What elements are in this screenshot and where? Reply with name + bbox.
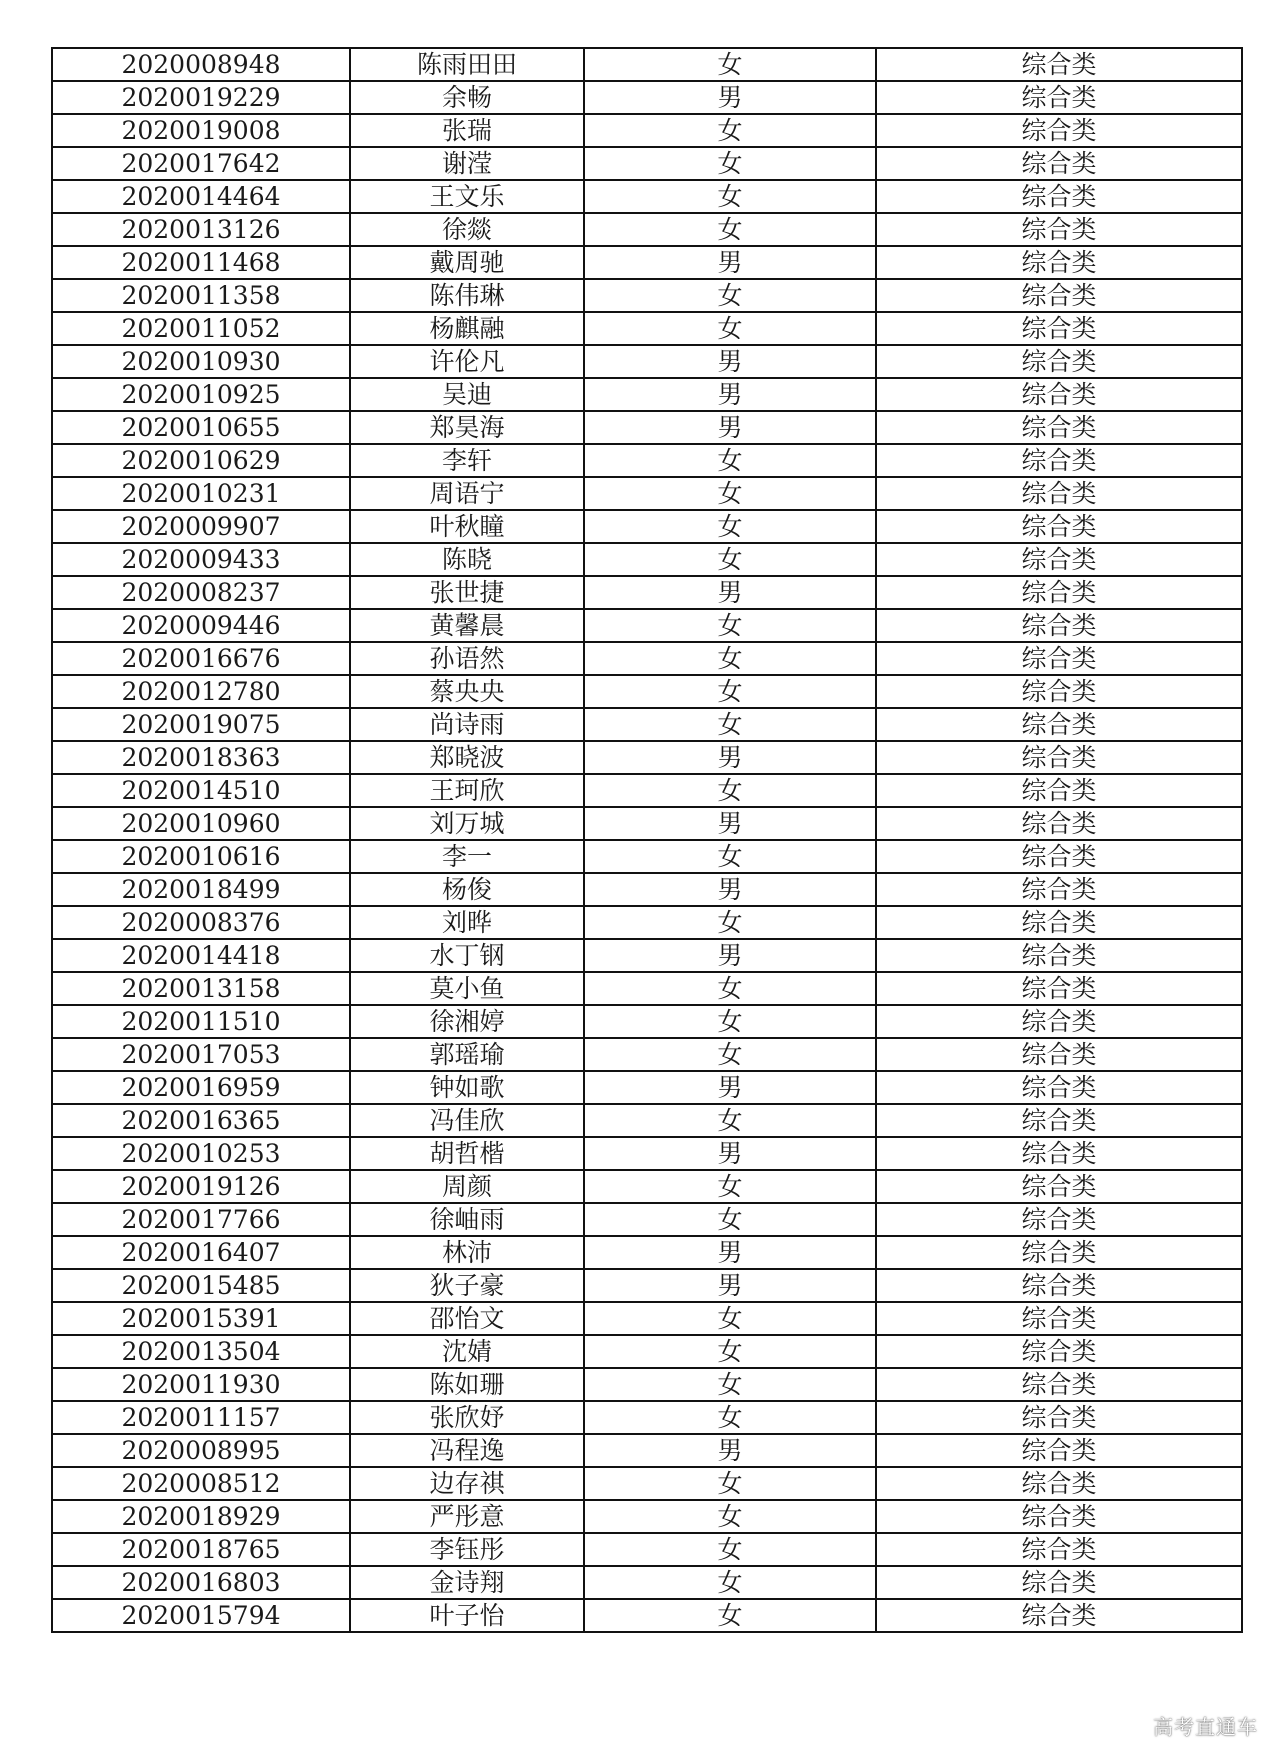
student-name-cell: 严彤意: [350, 1500, 584, 1533]
student-id-cell: 2020012780: [52, 675, 350, 708]
student-name-cell: 金诗翔: [350, 1566, 584, 1599]
gender-cell: 女: [584, 1368, 876, 1401]
category-cell: 综合类: [876, 642, 1242, 675]
student-id-cell: 2020019008: [52, 114, 350, 147]
student-name-cell: 谢滢: [350, 147, 584, 180]
table-row: [52, 1467, 1242, 1500]
student-id-cell: 2020013504: [52, 1335, 350, 1368]
student-name-cell: 蔡央央: [350, 675, 584, 708]
student-id-cell: 2020009433: [52, 543, 350, 576]
table-row: [52, 708, 1242, 741]
category-cell: 综合类: [876, 1599, 1242, 1632]
table-row: [52, 1269, 1242, 1302]
student-name-cell: 戴周驰: [350, 246, 584, 279]
table-row: [52, 1071, 1242, 1104]
student-list-table: [51, 47, 1243, 1633]
student-list-body: [52, 48, 1242, 1632]
gender-cell: 女: [584, 1005, 876, 1038]
student-id-cell: 2020015794: [52, 1599, 350, 1632]
student-name-cell: 尚诗雨: [350, 708, 584, 741]
category-cell: 综合类: [876, 1269, 1242, 1302]
student-name-cell: 边存祺: [350, 1467, 584, 1500]
gender-cell: 女: [584, 675, 876, 708]
category-cell: 综合类: [876, 345, 1242, 378]
student-id-cell: 2020011052: [52, 312, 350, 345]
student-id-cell: 2020016959: [52, 1071, 350, 1104]
gender-cell: 女: [584, 1500, 876, 1533]
student-id-cell: 2020010655: [52, 411, 350, 444]
table-row: [52, 972, 1242, 1005]
student-id-cell: 2020015485: [52, 1269, 350, 1302]
table-row: [52, 246, 1242, 279]
student-id-cell: 2020010616: [52, 840, 350, 873]
category-cell: 综合类: [876, 1038, 1242, 1071]
student-id-cell: 2020014464: [52, 180, 350, 213]
table-row: [52, 1236, 1242, 1269]
category-cell: 综合类: [876, 576, 1242, 609]
category-cell: 综合类: [876, 972, 1242, 1005]
gender-cell: 男: [584, 576, 876, 609]
student-id-cell: 2020018929: [52, 1500, 350, 1533]
gender-cell: 女: [584, 147, 876, 180]
gender-cell: 女: [584, 1401, 876, 1434]
category-cell: 综合类: [876, 1071, 1242, 1104]
student-id-cell: 2020014510: [52, 774, 350, 807]
student-name-cell: 郭瑶瑜: [350, 1038, 584, 1071]
gender-cell: 女: [584, 774, 876, 807]
student-name-cell: 郑昊海: [350, 411, 584, 444]
student-name-cell: 邵怡文: [350, 1302, 584, 1335]
gender-cell: 男: [584, 411, 876, 444]
category-cell: 综合类: [876, 708, 1242, 741]
category-cell: 综合类: [876, 807, 1242, 840]
student-id-cell: 2020010930: [52, 345, 350, 378]
student-name-cell: 冯程逸: [350, 1434, 584, 1467]
table-row: [52, 477, 1242, 510]
gender-cell: 男: [584, 939, 876, 972]
gender-cell: 女: [584, 1533, 876, 1566]
category-cell: 综合类: [876, 1335, 1242, 1368]
gender-cell: 女: [584, 1104, 876, 1137]
category-cell: 综合类: [876, 312, 1242, 345]
table-row: [52, 1533, 1242, 1566]
table-row: [52, 1038, 1242, 1071]
table-row: [52, 807, 1242, 840]
table-row: [52, 774, 1242, 807]
table-row: [52, 411, 1242, 444]
gender-cell: 男: [584, 741, 876, 774]
category-cell: 综合类: [876, 906, 1242, 939]
student-name-cell: 徐湘婷: [350, 1005, 584, 1038]
table-row: [52, 1335, 1242, 1368]
student-name-cell: 刘万城: [350, 807, 584, 840]
gender-cell: 女: [584, 114, 876, 147]
student-name-cell: 张欣妤: [350, 1401, 584, 1434]
gender-cell: 男: [584, 807, 876, 840]
student-name-cell: 周颜: [350, 1170, 584, 1203]
category-cell: 综合类: [876, 1104, 1242, 1137]
gender-cell: 女: [584, 180, 876, 213]
student-id-cell: 2020019075: [52, 708, 350, 741]
category-cell: 综合类: [876, 48, 1242, 81]
gender-cell: 女: [584, 1467, 876, 1500]
category-cell: 综合类: [876, 1005, 1242, 1038]
table-row: [52, 1368, 1242, 1401]
gender-cell: 女: [584, 1203, 876, 1236]
student-id-cell: 2020010253: [52, 1137, 350, 1170]
gender-cell: 女: [584, 213, 876, 246]
category-cell: 综合类: [876, 279, 1242, 312]
student-name-cell: 张世捷: [350, 576, 584, 609]
category-cell: 综合类: [876, 873, 1242, 906]
student-name-cell: 杨俊: [350, 873, 584, 906]
category-cell: 综合类: [876, 1203, 1242, 1236]
category-cell: 综合类: [876, 609, 1242, 642]
gender-cell: 女: [584, 543, 876, 576]
table-row: [52, 576, 1242, 609]
table-row: [52, 180, 1242, 213]
student-id-cell: 2020008237: [52, 576, 350, 609]
category-cell: 综合类: [876, 1566, 1242, 1599]
gender-cell: 女: [584, 1335, 876, 1368]
student-id-cell: 2020013158: [52, 972, 350, 1005]
category-cell: 综合类: [876, 1467, 1242, 1500]
table-row: [52, 81, 1242, 114]
student-name-cell: 胡哲楷: [350, 1137, 584, 1170]
student-name-cell: 李钰彤: [350, 1533, 584, 1566]
watermark: 高考直通车: [1153, 1715, 1258, 1739]
gender-cell: 男: [584, 1434, 876, 1467]
student-id-cell: 2020018363: [52, 741, 350, 774]
table-row: [52, 345, 1242, 378]
student-name-cell: 叶秋瞳: [350, 510, 584, 543]
table-row: [52, 1500, 1242, 1533]
category-cell: 综合类: [876, 1302, 1242, 1335]
gender-cell: 女: [584, 1302, 876, 1335]
student-name-cell: 钟如歌: [350, 1071, 584, 1104]
gender-cell: 女: [584, 312, 876, 345]
table-row: [52, 1104, 1242, 1137]
category-cell: 综合类: [876, 939, 1242, 972]
student-name-cell: 徐岫雨: [350, 1203, 584, 1236]
gender-cell: 男: [584, 378, 876, 411]
category-cell: 综合类: [876, 1533, 1242, 1566]
student-id-cell: 2020018499: [52, 873, 350, 906]
table-row: [52, 147, 1242, 180]
student-id-cell: 2020010960: [52, 807, 350, 840]
student-name-cell: 莫小鱼: [350, 972, 584, 1005]
student-id-cell: 2020014418: [52, 939, 350, 972]
table-row: [52, 1005, 1242, 1038]
student-name-cell: 郑晓波: [350, 741, 584, 774]
student-name-cell: 王珂欣: [350, 774, 584, 807]
student-id-cell: 2020010629: [52, 444, 350, 477]
student-id-cell: 2020011358: [52, 279, 350, 312]
student-name-cell: 王文乐: [350, 180, 584, 213]
category-cell: 综合类: [876, 1434, 1242, 1467]
student-id-cell: 2020011157: [52, 1401, 350, 1434]
table-row: [52, 444, 1242, 477]
student-id-cell: 2020019229: [52, 81, 350, 114]
category-cell: 综合类: [876, 1137, 1242, 1170]
gender-cell: 女: [584, 444, 876, 477]
gender-cell: 男: [584, 1137, 876, 1170]
gender-cell: 女: [584, 510, 876, 543]
student-name-cell: 张瑞: [350, 114, 584, 147]
gender-cell: 女: [584, 906, 876, 939]
student-id-cell: 2020009446: [52, 609, 350, 642]
table-row: [52, 1401, 1242, 1434]
category-cell: 综合类: [876, 774, 1242, 807]
table-row: [52, 378, 1242, 411]
gender-cell: 男: [584, 1071, 876, 1104]
category-cell: 综合类: [876, 1236, 1242, 1269]
student-id-cell: 2020009907: [52, 510, 350, 543]
student-name-cell: 吴迪: [350, 378, 584, 411]
student-id-cell: 2020019126: [52, 1170, 350, 1203]
student-id-cell: 2020016365: [52, 1104, 350, 1137]
table-row: [52, 543, 1242, 576]
student-name-cell: 余畅: [350, 81, 584, 114]
student-id-cell: 2020008376: [52, 906, 350, 939]
category-cell: 综合类: [876, 444, 1242, 477]
student-id-cell: 2020018765: [52, 1533, 350, 1566]
gender-cell: 女: [584, 1038, 876, 1071]
student-id-cell: 2020008512: [52, 1467, 350, 1500]
student-id-cell: 2020017053: [52, 1038, 350, 1071]
student-name-cell: 林沛: [350, 1236, 584, 1269]
gender-cell: 女: [584, 477, 876, 510]
category-cell: 综合类: [876, 147, 1242, 180]
student-name-cell: 陈雨田田: [350, 48, 584, 81]
student-id-cell: 2020017642: [52, 147, 350, 180]
student-id-cell: 2020010231: [52, 477, 350, 510]
category-cell: 综合类: [876, 840, 1242, 873]
student-id-cell: 2020016407: [52, 1236, 350, 1269]
category-cell: 综合类: [876, 213, 1242, 246]
table-row: [52, 312, 1242, 345]
student-id-cell: 2020010925: [52, 378, 350, 411]
student-name-cell: 水丁钢: [350, 939, 584, 972]
student-name-cell: 杨麒融: [350, 312, 584, 345]
student-name-cell: 陈伟琳: [350, 279, 584, 312]
gender-cell: 女: [584, 972, 876, 1005]
table-row: [52, 1302, 1242, 1335]
student-name-cell: 冯佳欣: [350, 1104, 584, 1137]
table-row: [52, 1170, 1242, 1203]
category-cell: 综合类: [876, 1401, 1242, 1434]
table-row: [52, 675, 1242, 708]
student-name-cell: 叶子怡: [350, 1599, 584, 1632]
category-cell: 综合类: [876, 411, 1242, 444]
gender-cell: 男: [584, 1269, 876, 1302]
category-cell: 综合类: [876, 378, 1242, 411]
student-id-cell: 2020016676: [52, 642, 350, 675]
student-id-cell: 2020008995: [52, 1434, 350, 1467]
student-name-cell: 李轩: [350, 444, 584, 477]
category-cell: 综合类: [876, 1500, 1242, 1533]
student-id-cell: 2020013126: [52, 213, 350, 246]
gender-cell: 男: [584, 1236, 876, 1269]
student-id-cell: 2020011510: [52, 1005, 350, 1038]
student-id-cell: 2020011930: [52, 1368, 350, 1401]
student-id-cell: 2020015391: [52, 1302, 350, 1335]
category-cell: 综合类: [876, 81, 1242, 114]
gender-cell: 女: [584, 1566, 876, 1599]
category-cell: 综合类: [876, 510, 1242, 543]
table-row: [52, 840, 1242, 873]
table-row: [52, 114, 1242, 147]
gender-cell: 男: [584, 345, 876, 378]
table-row: [52, 510, 1242, 543]
category-cell: 综合类: [876, 180, 1242, 213]
student-id-cell: 2020016803: [52, 1566, 350, 1599]
category-cell: 综合类: [876, 1368, 1242, 1401]
student-name-cell: 狄子豪: [350, 1269, 584, 1302]
table-row: [52, 609, 1242, 642]
gender-cell: 女: [584, 279, 876, 312]
gender-cell: 男: [584, 246, 876, 279]
category-cell: 综合类: [876, 114, 1242, 147]
table-row: [52, 642, 1242, 675]
gender-cell: 女: [584, 48, 876, 81]
student-name-cell: 黄馨晨: [350, 609, 584, 642]
student-name-cell: 徐燚: [350, 213, 584, 246]
category-cell: 综合类: [876, 246, 1242, 279]
gender-cell: 男: [584, 81, 876, 114]
category-cell: 综合类: [876, 1170, 1242, 1203]
student-name-cell: 许伦凡: [350, 345, 584, 378]
student-name-cell: 孙语然: [350, 642, 584, 675]
category-cell: 综合类: [876, 477, 1242, 510]
table-row: [52, 279, 1242, 312]
student-name-cell: 周语宁: [350, 477, 584, 510]
table-row: [52, 48, 1242, 81]
student-id-cell: 2020008948: [52, 48, 350, 81]
student-id-cell: 2020011468: [52, 246, 350, 279]
gender-cell: 女: [584, 1599, 876, 1632]
gender-cell: 男: [584, 873, 876, 906]
category-cell: 综合类: [876, 543, 1242, 576]
table-row: [52, 939, 1242, 972]
student-name-cell: 李一: [350, 840, 584, 873]
table-row: [52, 1566, 1242, 1599]
table-row: [52, 1434, 1242, 1467]
category-cell: 综合类: [876, 675, 1242, 708]
gender-cell: 女: [584, 1170, 876, 1203]
gender-cell: 女: [584, 642, 876, 675]
student-name-cell: 沈婧: [350, 1335, 584, 1368]
student-name-cell: 陈如珊: [350, 1368, 584, 1401]
table-row: [52, 1137, 1242, 1170]
gender-cell: 女: [584, 609, 876, 642]
student-id-cell: 2020017766: [52, 1203, 350, 1236]
table-row: [52, 741, 1242, 774]
table-row: [52, 906, 1242, 939]
table-row: [52, 873, 1242, 906]
student-name-cell: 刘晔: [350, 906, 584, 939]
gender-cell: 女: [584, 840, 876, 873]
table-row: [52, 1203, 1242, 1236]
table-row: [52, 213, 1242, 246]
category-cell: 综合类: [876, 741, 1242, 774]
student-name-cell: 陈晓: [350, 543, 584, 576]
table-row: [52, 1599, 1242, 1632]
gender-cell: 女: [584, 708, 876, 741]
